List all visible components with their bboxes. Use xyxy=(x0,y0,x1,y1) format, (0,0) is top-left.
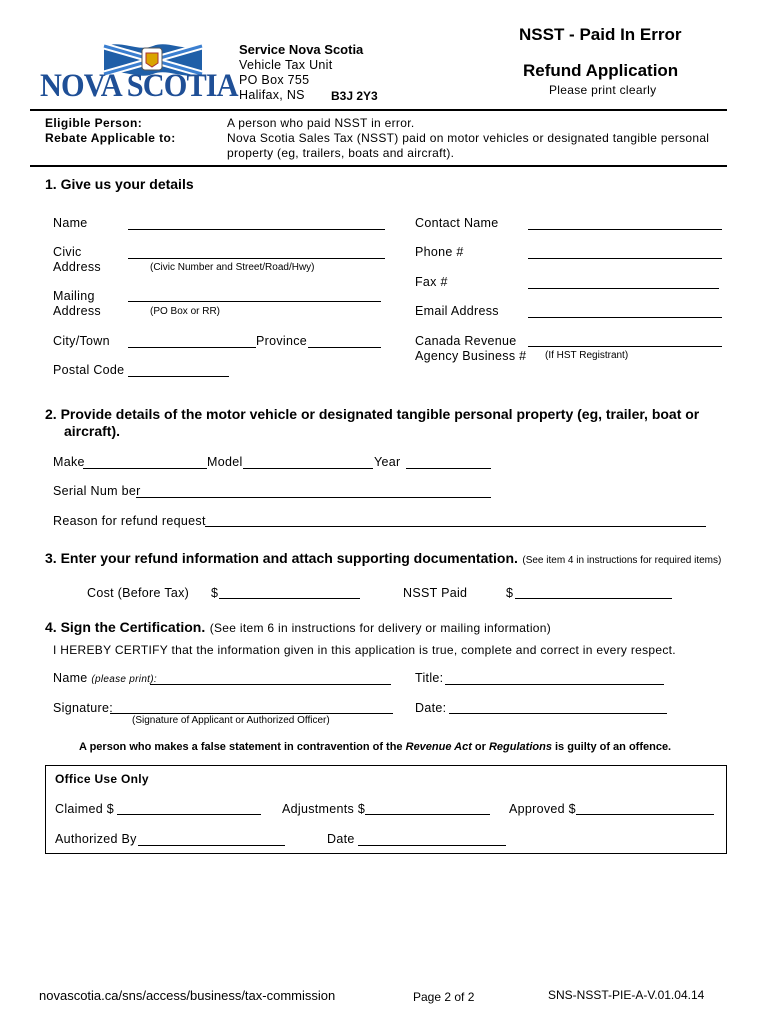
contact-name-field[interactable] xyxy=(528,229,722,230)
warning-regulations: Regulations xyxy=(488,741,552,753)
section-3-note: (See item 4 in instructions for required items) xyxy=(522,555,722,566)
mailing-address-field[interactable] xyxy=(128,301,381,302)
cost-field[interactable] xyxy=(219,598,360,599)
authorized-by-field[interactable] xyxy=(138,845,285,846)
eligibility-divider xyxy=(30,165,727,167)
print-instruction: Please print clearly xyxy=(549,83,657,97)
certify-text: I HEREBY CERTIFY that the information given in this application is true, complete and correct in every respect. xyxy=(53,643,676,657)
rebate-value-1: Nova Scotia Sales Tax (NSST) paid on motor vehicles or designated tangible personal xyxy=(227,131,710,145)
email-label: Email Address xyxy=(415,304,499,318)
civic-label: Civic xyxy=(53,245,82,259)
section-3-heading-row xyxy=(45,550,721,568)
warning-or: or xyxy=(471,741,489,753)
reason-field[interactable] xyxy=(205,526,706,527)
nsst-paid-dollar: $ xyxy=(506,586,514,600)
postal-code-field[interactable] xyxy=(128,376,229,377)
address-line-3: Halifax, NS xyxy=(239,88,305,102)
approved-field[interactable] xyxy=(576,814,714,815)
cert-title-label: Title: xyxy=(415,671,444,685)
logo-wordmark: NOVA SCOTIA xyxy=(40,68,238,104)
cert-name-label xyxy=(53,671,157,685)
hst-hint: (If HST Registrant) xyxy=(545,350,629,361)
civic-address-label: Address xyxy=(53,260,101,274)
adjustments-field[interactable] xyxy=(365,814,490,815)
section-4-heading: 4. Sign the Certification. xyxy=(45,619,206,635)
province-label: Province xyxy=(256,334,308,348)
warning-act: Revenue Act xyxy=(405,741,472,753)
phone-field[interactable] xyxy=(528,258,722,259)
city-field[interactable] xyxy=(128,347,256,348)
contact-name-label: Contact Name xyxy=(415,216,499,230)
signature-hint: (Signature of Applicant or Authorized Officer) xyxy=(132,715,330,726)
eligible-value: A person who paid NSST in error. xyxy=(227,116,415,130)
form-subtitle: Refund Application xyxy=(523,61,679,80)
section-2-heading-1: 2. Provide details of the motor vehicle or designated tangible personal property (eg, trailer, boat or xyxy=(45,406,700,422)
postal-code-label: Postal Code xyxy=(53,363,125,377)
signature-field[interactable] xyxy=(110,713,393,714)
make-field[interactable] xyxy=(83,468,207,469)
cost-label: Cost (Before Tax) xyxy=(87,586,190,600)
section-4-note: (See item 6 in instructions for delivery or mailing information) xyxy=(209,621,552,635)
fax-field[interactable] xyxy=(528,288,719,289)
business-number-field[interactable] xyxy=(528,346,722,347)
name-field[interactable] xyxy=(128,229,385,230)
phone-label: Phone # xyxy=(415,245,464,259)
claimed-label: Claimed $ xyxy=(55,802,114,816)
cert-name-word: Name xyxy=(53,671,88,685)
email-field[interactable] xyxy=(528,317,722,318)
civic-hint: (Civic Number and Street/Road/Hwy) xyxy=(150,262,315,273)
mailing-hint: (PO Box or RR) xyxy=(150,306,221,317)
serial-label: Serial Num ber xyxy=(53,484,141,498)
cra-label-2: Agency Business # xyxy=(415,349,527,363)
office-use-heading: Office Use Only xyxy=(55,772,149,786)
rebate-value-2: property (eg, trailers, boats and aircraft). xyxy=(227,146,455,160)
signature-label: Signature: xyxy=(53,701,113,715)
serial-field[interactable] xyxy=(136,497,491,498)
reason-label: Reason for refund request xyxy=(53,514,206,528)
claimed-field[interactable] xyxy=(117,814,261,815)
address-line-1: Vehicle Tax Unit xyxy=(239,58,333,72)
section-4-heading-row xyxy=(45,619,551,637)
footer-page-number: Page 2 of 2 xyxy=(413,990,475,1004)
footer-form-code: SNS-NSST-PIE-A-V.01.04.14 xyxy=(548,988,705,1002)
office-date-label: Date xyxy=(327,832,355,846)
nsst-paid-label: NSST Paid xyxy=(403,586,468,600)
office-date-field[interactable] xyxy=(358,845,506,846)
authorized-by-label: Authorized By xyxy=(55,832,137,846)
address-line-2: PO Box 755 xyxy=(239,73,310,87)
postal-code-header: B3J 2Y3 xyxy=(331,89,378,103)
adjustments-label: Adjustments $ xyxy=(282,802,366,816)
section-3-heading: 3. Enter your refund information and attach supporting documentation. xyxy=(45,550,518,566)
nsst-paid-field[interactable] xyxy=(515,598,672,599)
cert-title-field[interactable] xyxy=(445,684,664,685)
cert-date-label: Date: xyxy=(415,701,447,715)
name-label: Name xyxy=(53,216,88,230)
warning-text-2: is guilty of an offence. xyxy=(551,741,672,753)
mailing-label: Mailing xyxy=(53,289,95,303)
section-1-heading: 1. Give us your details xyxy=(45,176,194,192)
cert-name-hint: (please print): xyxy=(91,674,157,685)
cert-name-field[interactable] xyxy=(150,684,391,685)
rebate-label: Rebate Applicable to: xyxy=(45,131,176,145)
mailing-address-label: Address xyxy=(53,304,101,318)
cra-label-1: Canada Revenue xyxy=(415,334,517,348)
city-label: City/Town xyxy=(53,334,110,348)
eligible-label: Eligible Person: xyxy=(45,116,143,130)
year-field[interactable] xyxy=(406,468,491,469)
fax-label: Fax # xyxy=(415,275,448,289)
province-field[interactable] xyxy=(308,347,381,348)
false-statement-warning xyxy=(79,741,671,753)
model-label: Model xyxy=(207,455,243,469)
make-label: Make xyxy=(53,455,85,469)
model-field[interactable] xyxy=(243,468,373,469)
warning-text-1: A person who makes a false statement in contravention of the xyxy=(79,741,406,753)
form-title: NSST - Paid In Error xyxy=(519,25,682,44)
section-2-heading-2: aircraft). xyxy=(64,423,121,439)
civic-address-field[interactable] xyxy=(128,258,385,259)
cert-date-field[interactable] xyxy=(449,713,667,714)
approved-label: Approved $ xyxy=(509,802,576,816)
cost-dollar: $ xyxy=(211,586,219,600)
header-divider xyxy=(30,109,727,111)
year-label: Year xyxy=(374,455,401,469)
footer-url: novascotia.ca/sns/access/business/tax-commission xyxy=(39,988,336,1003)
agency-name: Service Nova Scotia xyxy=(239,42,364,57)
